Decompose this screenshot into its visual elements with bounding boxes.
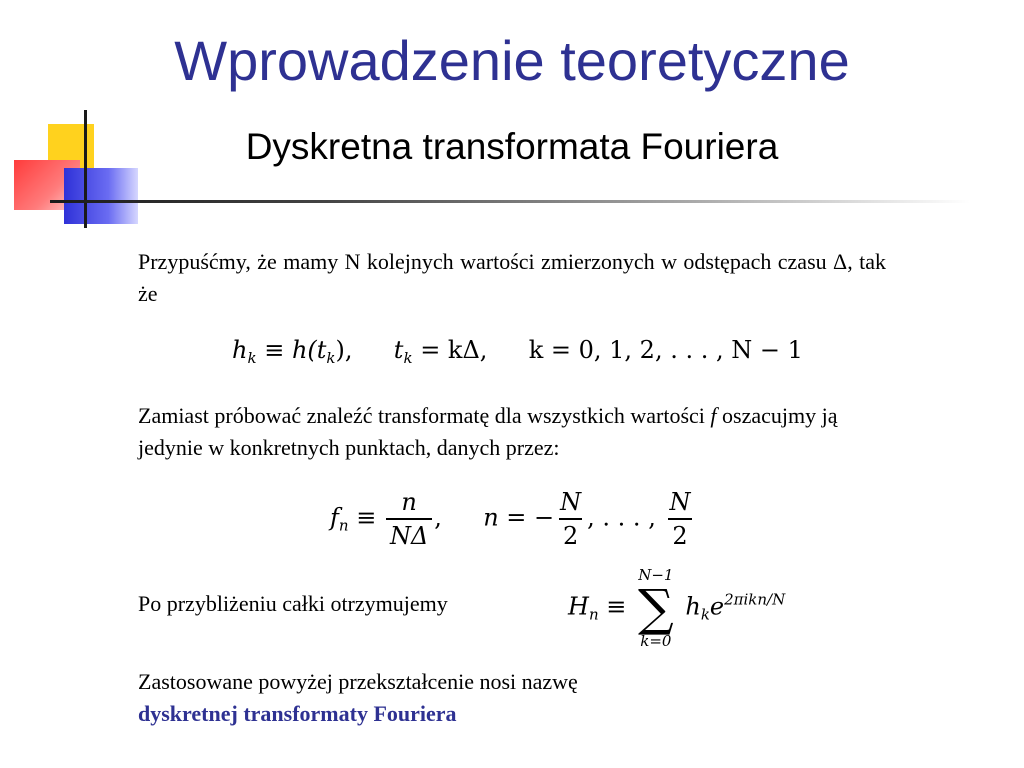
eq1-h: h xyxy=(232,336,248,364)
eq3-equiv: ≡ xyxy=(606,592,627,621)
eq3-upper-limit: N−1 xyxy=(638,566,674,584)
eq2-n-sub: n xyxy=(338,516,349,535)
deco-horizontal-line xyxy=(50,200,970,203)
eq2-frac3-num: N xyxy=(669,488,691,516)
paragraph-approximation: Po przybliżeniu całki otrzymujemy xyxy=(138,591,448,616)
eq3-e: e xyxy=(709,592,725,621)
eq3-k-sub: k xyxy=(700,605,710,624)
eq2-fraction-1 xyxy=(386,488,432,550)
paragraph-conclusion xyxy=(138,666,886,730)
paragraph-frequencies-f: f xyxy=(710,403,717,428)
paragraph-intro: Przypuśćmy, że mamy N kolejnych wartości zmierzonych w odstępach czasu Δ, tak że xyxy=(138,249,886,306)
eq2-equiv: ≡ xyxy=(356,503,377,532)
eq1-equiv: ≡ xyxy=(264,336,285,364)
eq2-frac2-num: N xyxy=(560,488,582,516)
eq2-frac2-den: 2 xyxy=(559,518,582,550)
equation-frequencies xyxy=(330,488,696,550)
paragraph-frequencies-a: Zamiast próbować znaleźć transformatę dla wszystkich wartości xyxy=(138,403,711,428)
eq3-summation xyxy=(638,566,674,650)
sigma-icon: ∑ xyxy=(638,579,674,637)
dft-term-highlight: dyskretnej transformaty Fouriera xyxy=(138,701,457,726)
eq2-fraction-3 xyxy=(665,488,694,550)
slide-title: Wprowadzenie teoretyczne xyxy=(174,29,850,92)
deco-blue-square xyxy=(64,168,138,224)
eq3-H: H xyxy=(568,592,589,621)
eq3-h: h xyxy=(685,592,701,621)
eq1-k-sub3: k xyxy=(403,349,413,367)
equation-dft xyxy=(568,566,785,650)
paragraph-frequencies xyxy=(138,400,886,464)
eq1-eq-kdelta: = kΔ, xyxy=(420,336,488,364)
eq2-comma: , xyxy=(434,503,442,532)
eq2-f: f xyxy=(330,503,339,532)
eq2-frac3-den: 2 xyxy=(668,518,691,550)
paragraph-conclusion-text: Zastosowane powyżej przekształcenie nosi nazwę xyxy=(138,669,578,694)
eq3-exponent: 2πikn/N xyxy=(724,590,786,609)
eq2-fraction-2 xyxy=(556,488,585,550)
eq1-k-sub2: k xyxy=(326,349,336,367)
eq2-n-eq: n = − xyxy=(483,503,555,532)
eq2-frac1-num: n xyxy=(401,488,417,516)
eq3-lower-limit: k=0 xyxy=(640,632,672,650)
eq1-h-of-t: h(t xyxy=(291,336,327,364)
eq3-n-sub: n xyxy=(588,605,599,624)
eq2-dots: , . . . , xyxy=(587,503,656,532)
eq2-frac1-den: NΔ xyxy=(386,518,432,550)
eq1-close: ), xyxy=(335,336,353,364)
slide-subtitle: Dyskretna transformata Fouriera xyxy=(245,126,779,167)
eq1-k-range: k = 0, 1, 2, . . . , N − 1 xyxy=(528,336,803,364)
equation-sampling xyxy=(232,336,803,367)
paragraph-frequencies-b: oszacujmy ją jedynie w konkretnych punktach, danych przez: xyxy=(138,403,838,460)
deco-vertical-line xyxy=(84,110,87,228)
eq1-k-sub: k xyxy=(247,349,257,367)
eq1-t: t xyxy=(393,336,404,364)
